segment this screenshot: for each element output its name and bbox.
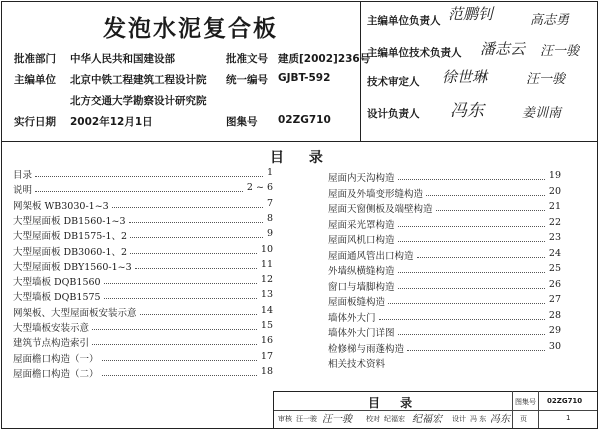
atlas-no-label: 图集号: [226, 116, 258, 128]
signature-tech-2: 汪一骏: [540, 44, 580, 59]
toc-entry-page: 9: [266, 228, 273, 240]
toc-entry-title: 屋面板缝构造: [328, 297, 386, 308]
unified-no-value: GJBT-592: [278, 72, 331, 84]
header-bottom-line: [1, 141, 598, 142]
toc-entry-page: 10: [260, 243, 273, 255]
toc-entry[interactable]: [13, 289, 273, 305]
toc-leader: [129, 222, 263, 223]
toc-leader: [104, 298, 257, 299]
toc-leader: [398, 179, 545, 180]
titleblock-atlas-label: 图集号: [515, 398, 536, 406]
titleblock-sep-1: [512, 391, 513, 428]
frame-top-line: [1, 1, 598, 2]
titleblock-page-no: 1: [566, 414, 571, 422]
titleblock-check-name: 纪福宏: [384, 415, 405, 423]
titleblock-page-label: 页: [520, 415, 527, 423]
toc-entry-title: 大型屋面板 DBY1560-1~3: [13, 261, 132, 273]
toc-entry[interactable]: [328, 341, 561, 357]
toc-entry-title: 窗口与墙脚构造: [328, 281, 395, 293]
toc-entry[interactable]: [13, 335, 273, 351]
toc-entry[interactable]: [328, 310, 561, 326]
toc-entry-page: 23: [548, 232, 561, 243]
resp-label-chief: 主编单位负责人: [367, 15, 441, 27]
toc-entry[interactable]: [328, 325, 561, 341]
toc-entry-title: 外墙纵横缝构造: [328, 266, 395, 277]
toc-entry[interactable]: [328, 201, 561, 217]
approval-doc-label: 批准文号: [226, 53, 268, 65]
toc-leader: [112, 207, 263, 208]
impl-date-value: 2002年12月1日: [70, 116, 153, 128]
toc-entry[interactable]: [13, 366, 273, 382]
toc-entry-title: 建筑节点构造索引: [13, 338, 90, 350]
chief-unit-2: 北方交通大学勘察设计研究院: [70, 95, 207, 107]
toc-entry-page: 30: [548, 340, 561, 352]
toc-entry-title: 墙体外大门详图: [328, 328, 395, 339]
titleblock-left-line: [273, 391, 274, 428]
toc-entry-page: 29: [548, 325, 561, 336]
toc-leader: [398, 241, 545, 242]
toc-entry-title: 屋面檐口构造（一）: [13, 353, 99, 365]
titleblock-review-signature: 汪一骏: [322, 414, 352, 425]
toc-leader: [35, 176, 263, 177]
toc-leader: [140, 314, 257, 315]
toc-leader: [135, 268, 257, 269]
toc-title: 目 录: [270, 150, 333, 166]
toc-entry-page: 17: [260, 350, 273, 362]
toc-leader: [102, 360, 257, 361]
toc-entry-title: 屋面风机口构造: [328, 235, 395, 246]
signature-tech-1: 潘志云: [480, 40, 526, 58]
toc-entry-title: 检修梯与雨蓬构造: [328, 343, 405, 355]
titleblock-design-label: 设计: [452, 415, 466, 423]
toc-entry-page: 11: [260, 258, 273, 270]
impl-date-label: 实行日期: [14, 116, 56, 128]
toc-entry-title: 屋面采光罩构造: [328, 219, 395, 231]
chief-unit-1: 北京中铁工程建筑工程设计院: [70, 74, 207, 86]
toc-entry[interactable]: [328, 263, 561, 279]
toc-entry-page: 19: [548, 170, 561, 181]
toc-entry-title: 大型屋面板 DB1575-1、2: [13, 231, 128, 243]
toc-entry-page: 27: [548, 294, 561, 305]
toc-entry-title: 大型墙板 DQB1560: [13, 277, 101, 289]
toc-entry[interactable]: [328, 356, 561, 372]
approval-dept-label: 批准部门: [14, 53, 56, 65]
toc-entry-page: 7: [266, 197, 273, 209]
toc-entry-page: 2 ~ 6: [246, 182, 273, 194]
toc-entry-page: 22: [548, 216, 561, 228]
frame-bottom-line: [1, 428, 598, 429]
toc-entry-title: 目录: [13, 170, 33, 181]
toc-leader: [398, 226, 545, 227]
toc-entry-title: 屋面天窗侧板及端壁构造: [328, 204, 433, 215]
toc-leader: [92, 344, 257, 345]
toc-entry-title: 屋面及外墙变形缝构造: [328, 188, 424, 200]
toc-entry-title: 相关技术资料: [328, 359, 386, 370]
toc-entry-title: 屋面通风管出口构造: [328, 250, 414, 262]
toc-leader: [407, 350, 545, 351]
toc-leader: [35, 191, 243, 192]
toc-entry-page: 8: [266, 212, 273, 224]
resp-label-tech: 主编单位技术负责人: [367, 47, 462, 59]
toc-entry[interactable]: [13, 228, 273, 244]
toc-leader: [379, 319, 545, 320]
toc-entry[interactable]: [328, 294, 561, 310]
toc-entry-page: 26: [548, 278, 561, 290]
toc-entry[interactable]: [328, 248, 561, 264]
toc-entry-page: 1: [266, 167, 273, 178]
toc-entry-title: 网架板 WB3030-1~3: [13, 200, 109, 212]
toc-leader: [104, 283, 257, 284]
toc-entry-page: 15: [260, 320, 273, 331]
chief-unit-label: 主编单位: [14, 74, 56, 86]
titleblock-sep-2: [538, 391, 539, 428]
titleblock-review-name: 汪一骏: [296, 415, 317, 423]
toc-entry[interactable]: [328, 217, 561, 233]
toc-entry-page: 12: [260, 274, 273, 286]
toc-entry[interactable]: [13, 213, 273, 229]
signature-chief-2: 高志勇: [530, 13, 570, 28]
frame-left-line: [1, 1, 2, 428]
toc-entry-title: 大型屋面板 DB1560-1~3: [13, 215, 126, 227]
toc-entry-page: 21: [548, 201, 561, 212]
toc-entry-title: 说明: [13, 185, 33, 197]
toc-entry[interactable]: [13, 305, 273, 321]
toc-entry-title: 墙体外大门: [328, 312, 376, 324]
toc-leader: [436, 210, 545, 211]
atlas-no-value: 02ZG710: [278, 114, 331, 126]
toc-entry[interactable]: [13, 320, 273, 336]
toc-entry-title: 网架板、大型屋面板安装示意: [13, 307, 137, 319]
toc-leader: [398, 288, 545, 289]
toc-entry-page: 18: [260, 365, 273, 377]
signature-design-1: 冯东: [450, 101, 484, 121]
titleblock-design-name: 冯 东: [470, 415, 487, 423]
titleblock-top-line: [273, 391, 597, 392]
toc-entry[interactable]: [13, 182, 273, 198]
toc-entry[interactable]: [328, 170, 561, 186]
toc-leader: [398, 272, 545, 273]
toc-entry-page: 25: [548, 263, 561, 274]
titleblock-check-label: 校对: [366, 415, 380, 423]
header-divider-line: [360, 1, 361, 141]
toc-entry-title: 屋面檐口构造（二）: [13, 368, 99, 380]
atlas-title: 发泡水泥复合板: [103, 16, 278, 42]
toc-leader: [426, 195, 545, 196]
approval-doc-value: 建质[2002]236号: [278, 53, 371, 65]
toc-entry[interactable]: [328, 279, 561, 295]
signature-review-1: 徐世琳: [442, 68, 488, 86]
toc-entry-page: 13: [260, 289, 273, 301]
signature-review-2: 汪一骏: [526, 72, 566, 87]
toc-leader: [417, 257, 545, 258]
toc-entry[interactable]: [13, 198, 273, 214]
toc-entry-title: 大型墙板 DQB1575: [13, 292, 101, 304]
toc-leader: [130, 253, 257, 254]
toc-entry-title: 屋面内天沟构造: [328, 173, 395, 184]
frame-right-line: [597, 1, 598, 428]
resp-label-review: 技术审定人: [367, 76, 420, 88]
resp-label-design: 设计负责人: [367, 108, 420, 120]
toc-entry-page: 20: [548, 185, 561, 197]
toc-leader: [130, 237, 263, 238]
toc-leader: [92, 329, 257, 330]
toc-entry[interactable]: [13, 351, 273, 367]
toc-leader: [398, 334, 545, 335]
unified-no-label: 统一编号: [226, 74, 268, 86]
toc-entry-title: 大型屋面板 DB3060-1、2: [13, 246, 128, 258]
toc-entry-page: 16: [260, 335, 273, 347]
toc-entry[interactable]: [328, 232, 561, 248]
toc-entry-page: 28: [548, 309, 561, 321]
titleblock-review-label: 审核: [278, 415, 292, 423]
titleblock-atlas-no: 02ZG710: [547, 397, 583, 405]
titleblock-design-signature: 冯东: [490, 414, 510, 425]
toc-leader: [388, 303, 545, 304]
toc-entry[interactable]: [328, 186, 561, 202]
toc-entry[interactable]: [13, 244, 273, 260]
toc-entry-page: 14: [260, 304, 273, 316]
toc-entry[interactable]: [13, 167, 273, 183]
signature-design-2: 姜训南: [522, 106, 562, 121]
toc-entry[interactable]: [13, 259, 273, 275]
signature-chief-1: 范鹏钊: [448, 5, 494, 23]
titleblock-check-signature: 纪福宏: [412, 414, 442, 425]
approval-dept-value: 中华人民共和国建设部: [70, 53, 175, 65]
toc-entry[interactable]: [13, 274, 273, 290]
toc-leader: [102, 375, 257, 376]
toc-entry-title: 大型墙板安装示意: [13, 323, 90, 334]
titleblock-name: 目 录: [368, 396, 421, 410]
toc-entry-page: 24: [548, 247, 561, 259]
